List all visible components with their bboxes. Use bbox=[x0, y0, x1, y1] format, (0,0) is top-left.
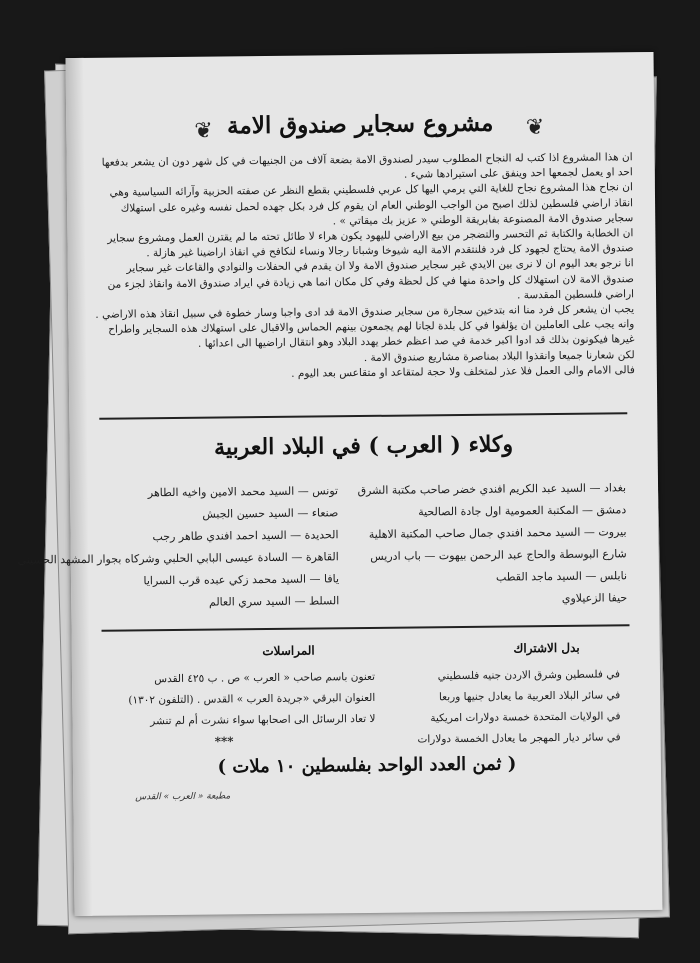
subscription-line: في الولايات المتحدة خمسة دولارات امريكية bbox=[430, 710, 621, 725]
intro-paragraph: انا نرجو بعد اليوم ان لا نرى بين الايدي غير سجاير صندوق الامة ولا ان يقدم في الحفلات والنوادي والقاعات غير سجاير صندوق الامة لان استهلاك كل واحدة منها في كل لحظة وفي كل مكان انما هي زيادة في ايراد صندوق الامة وانقاذ لجزء من اراضي فلسطين المقدسة . bbox=[107, 257, 635, 302]
correspondence-line: لا تعاد الرسائل الى اصحابها سواء نشرت أم لم تنشر bbox=[150, 712, 376, 728]
agent-entry: بغداد — السيد عبد الكريم افندي خضر صاحب مكتبة الشرق bbox=[357, 481, 627, 498]
subscription-box bbox=[390, 664, 621, 750]
correspondence-line: العنوان البرقي «جريدة العرب » القدس . (التلفون ١٣٠٢) bbox=[128, 691, 376, 707]
issue-price: ( ثمن العدد الواحد بفلسطين ١٠ ملات ) bbox=[217, 753, 517, 778]
intro-paragraph: لكن شعارنا جميعا وانقذوا البلاد بمناصرة مشاريع صندوق الامة . bbox=[363, 348, 635, 364]
agents-heading: وكلاء ( العرب ) في البلاد العربية bbox=[213, 431, 514, 461]
subscription-line: في سائر ديار المهجر ما يعادل الخمسة دولارات bbox=[417, 731, 621, 746]
printer-credit: مطبعة « العرب » القدس bbox=[135, 791, 231, 803]
agent-entry: دمشق — المكتبة العمومية اول جادة الصالحية bbox=[418, 503, 627, 519]
agent-entry: شارع البوسطة والحاج عبد الرحمن بيهوت — باب ادريس bbox=[370, 547, 627, 563]
agent-entry: بيروت — السيد محمد افندي جمال صاحب المكتبة الاهلية bbox=[368, 525, 627, 541]
intro-paragraph: ان نجاح هذا المشروع نجاح للغاية التي يرمي اليها كل عربي فلسطيني بقطع النظر عن صفته الحزبية وآرائه السياسية وهي انقاذ اراضي فلسطين لذلك اصبح من الواجب الوطني العام ان يقوم كل فرد بكل جهده لحمل نفسه وغيره على استهلاك سجاير صندوق الامة المصنوعة بفابريقة الوطني « عزيز بك ميقاتي » . bbox=[109, 181, 634, 228]
intro-paragraph: وانه يجب على العاملين ان يؤلفوا في كل بلدة لجانا لهم يجمعون بينهم الحماس والاقبال على استهلاك هذه السجاير واطراح غيرها فيكونون بذلك قد ادوا اكبر خدمة في صد اعظم خطر يهدد البلاد وهو انتقال اراضيها الى اعدائها . bbox=[108, 318, 635, 351]
agent-entry: تونس — السيد محمد الامين واخيه الطاهر bbox=[147, 484, 339, 500]
left-ornament-icon: ❦ bbox=[194, 118, 213, 144]
agents-left-column bbox=[17, 480, 340, 615]
agent-entry: صنعاء — السيد حسين الجبش bbox=[202, 506, 339, 521]
agent-entry: نابلس — السيد ماجد القطب bbox=[495, 569, 628, 584]
intro-text bbox=[93, 150, 635, 384]
decorative-stars: *** bbox=[214, 734, 234, 749]
intro-paragraph: فالى الامام والى العمل فلا عذر لمتخلف ولا حجة لمتقاعد او متقاعس بعد اليوم . bbox=[291, 364, 635, 380]
subscription-heading: بدل الاشتراك bbox=[513, 640, 580, 656]
subscription-line: في سائر البلاد العربية ما يعادل جنيها وربعا bbox=[438, 689, 621, 704]
page-title: مشروع سجاير صندوق الامة bbox=[226, 109, 494, 140]
agent-entry: القاهرة — السادة عيسى البابي الحلبي وشركاه بجوار المشهد الحسيني bbox=[17, 550, 339, 567]
intro-paragraph: ان هذا المشروع اذا كتب له النجاح المطلوب سيدر لصندوق الامة بضعة آلاف من الجنيهات في كل شهر دون ان يشعر بدفعها احد او يعمل لجمعها احد وينفق على استيرادها شيء . bbox=[101, 151, 633, 181]
agent-entry: حيفا الزعيلاوي bbox=[561, 591, 628, 605]
right-ornament-icon: ❦ bbox=[525, 115, 545, 141]
intro-paragraph: يجب ان يشعر كل فرد منا انه بتدخين سجارة من سجاير صندوق الامة قد ادى واجبا وسار خطوة في سبيل انقاذ هذه الاراضي . bbox=[95, 303, 635, 321]
agent-entry: الحديدة — السيد احمد افندي طاهر رجب bbox=[152, 528, 339, 544]
agent-entry: السلط — السيد سري العالم bbox=[208, 594, 340, 609]
subscription-line: في فلسطين وشرق الاردن جنيه فلسطيني bbox=[437, 668, 621, 683]
agent-entry: يافا — السيد محمد زكي عبده قرب السرايا bbox=[143, 572, 340, 588]
document-page bbox=[17, 52, 663, 916]
divider-top bbox=[99, 412, 627, 420]
agents-right-column bbox=[356, 477, 627, 612]
correspondence-heading: المراسلات bbox=[262, 643, 315, 659]
correspondence-box bbox=[115, 667, 376, 733]
divider-bottom bbox=[102, 624, 630, 632]
intro-paragraph: ان الخطابة والكتابة ثم التحسر والتضجر من بيع الاراضي لليهود يكون هراء لا طائل تحته ما لم يقترن العمل ومشروع سجاير صندوق الامة يحتاج لجهود كل فرد فلنتقدم الامة اليه شيوخا وشبانا رجالا ونساء لنكافح في انقاذ اراضينا غير هازلة . bbox=[107, 227, 634, 260]
correspondence-line: تعنون باسم صاحب « العرب » ص . ب ٤٢٥ القدس bbox=[154, 670, 376, 686]
